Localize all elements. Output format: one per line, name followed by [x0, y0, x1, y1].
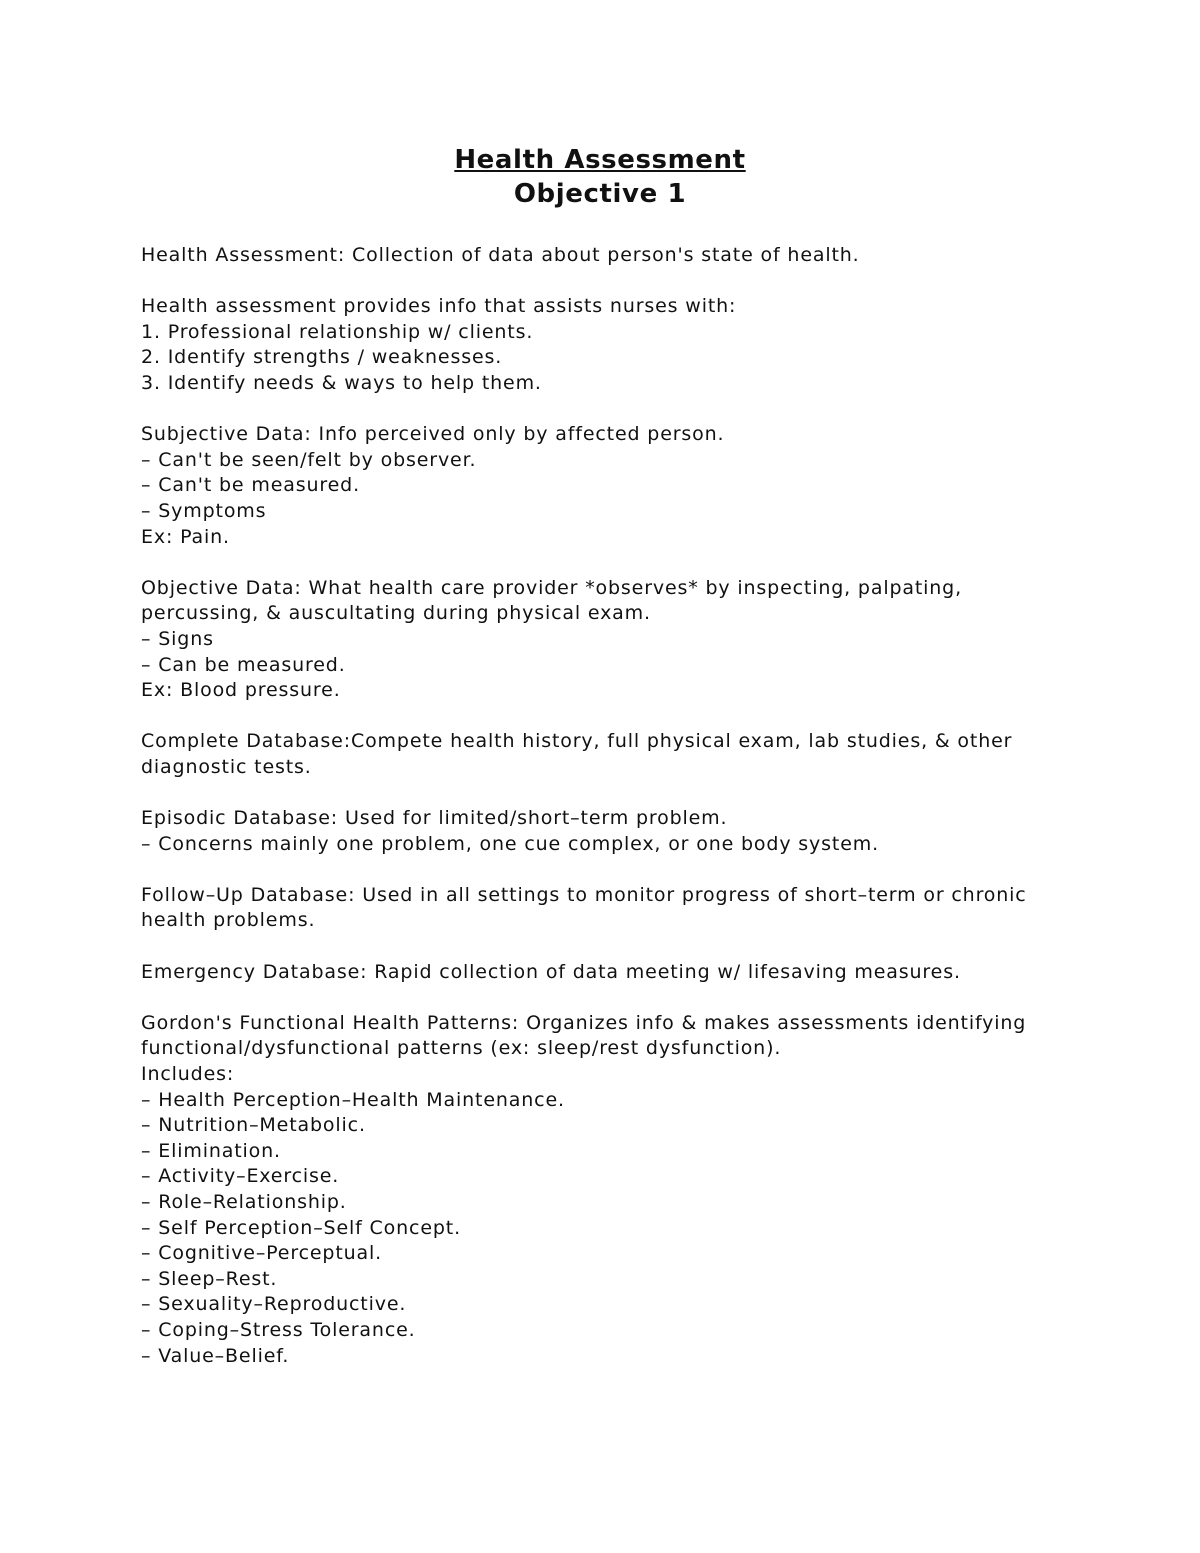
text-line: – Sleep–Rest. — [141, 1267, 278, 1290]
text-line: Gordon's Functional Health Patterns: Organizes info & makes assessments identifying — [141, 1011, 1027, 1034]
text-line: 1. Professional relationship w/ clients. — [141, 320, 534, 343]
text-line: – Elimination. — [141, 1139, 281, 1162]
text-line: Health Assessment: Collection of data about person's state of health. — [141, 244, 860, 266]
blank-line — [141, 985, 1081, 1011]
text-line: – Can be measured. — [141, 653, 346, 676]
text-line: Objective Data: What health care provider *observes* by inspecting, palpating, — [141, 576, 962, 599]
document-body — [141, 243, 1081, 1369]
text-line: health problems. — [141, 909, 316, 932]
text-line: Episodic Database: Used for limited/short–term problem. — [141, 807, 728, 830]
blank-line — [141, 550, 1081, 576]
blank-line — [141, 704, 1081, 730]
text-line: 3. Identify needs & ways to help them. — [141, 371, 542, 394]
text-line: – Sexuality–Reproductive. — [141, 1293, 407, 1316]
text-line: Follow–Up Database: Used in all settings to monitor progress of short–term or chronic — [141, 883, 1027, 906]
text-line: – Can't be seen/felt by observer. — [141, 448, 477, 471]
text-line: Complete Database:Compete health history, full physical exam, lab studies, & other — [141, 730, 1013, 753]
text-line: – Concerns mainly one problem, one cue complex, or one body system. — [141, 832, 879, 855]
text-line: Health assessment provides info that assists nurses with: — [141, 295, 737, 318]
text-line: – Health Perception–Health Maintenance. — [141, 1088, 565, 1111]
text-line: – Can't be measured. — [141, 474, 360, 497]
text-line: functional/dysfunctional patterns (ex: sleep/rest dysfunction). — [141, 1037, 782, 1060]
blank-line — [141, 397, 1081, 423]
text-line: – Activity–Exercise. — [141, 1165, 340, 1188]
text-line: – Value–Belief. — [141, 1344, 290, 1367]
text-line: – Role–Relationship. — [141, 1190, 347, 1213]
text-line: Ex: Pain. — [141, 525, 230, 548]
text-line: diagnostic tests. — [141, 755, 312, 778]
text-line: – Signs — [141, 627, 214, 650]
text-line: – Cognitive–Perceptual. — [141, 1242, 383, 1265]
text-line: percussing, & auscultating during physical exam. — [141, 602, 651, 625]
blank-line — [141, 857, 1081, 883]
text-line: Ex: Blood pressure. — [141, 679, 341, 702]
blank-line — [141, 269, 1081, 295]
text-line: Includes: — [141, 1063, 235, 1085]
text-line: – Symptoms — [141, 499, 267, 522]
document-title: Health Assessment — [454, 145, 746, 175]
text-line: – Self Perception–Self Concept. — [141, 1216, 461, 1239]
text-line: Subjective Data: Info perceived only by affected person. — [141, 423, 725, 446]
blank-line — [141, 934, 1081, 960]
text-line: – Coping–Stress Tolerance. — [141, 1318, 416, 1341]
text-line: 2. Identify strengths / weaknesses. — [141, 346, 503, 369]
blank-line — [141, 780, 1081, 806]
document-header — [0, 143, 1200, 211]
document-subtitle: Objective 1 — [513, 179, 687, 209]
text-line: Emergency Database: Rapid collection of data meeting w/ lifesaving measures. — [141, 960, 961, 983]
text-line: – Nutrition–Metabolic. — [141, 1114, 366, 1137]
